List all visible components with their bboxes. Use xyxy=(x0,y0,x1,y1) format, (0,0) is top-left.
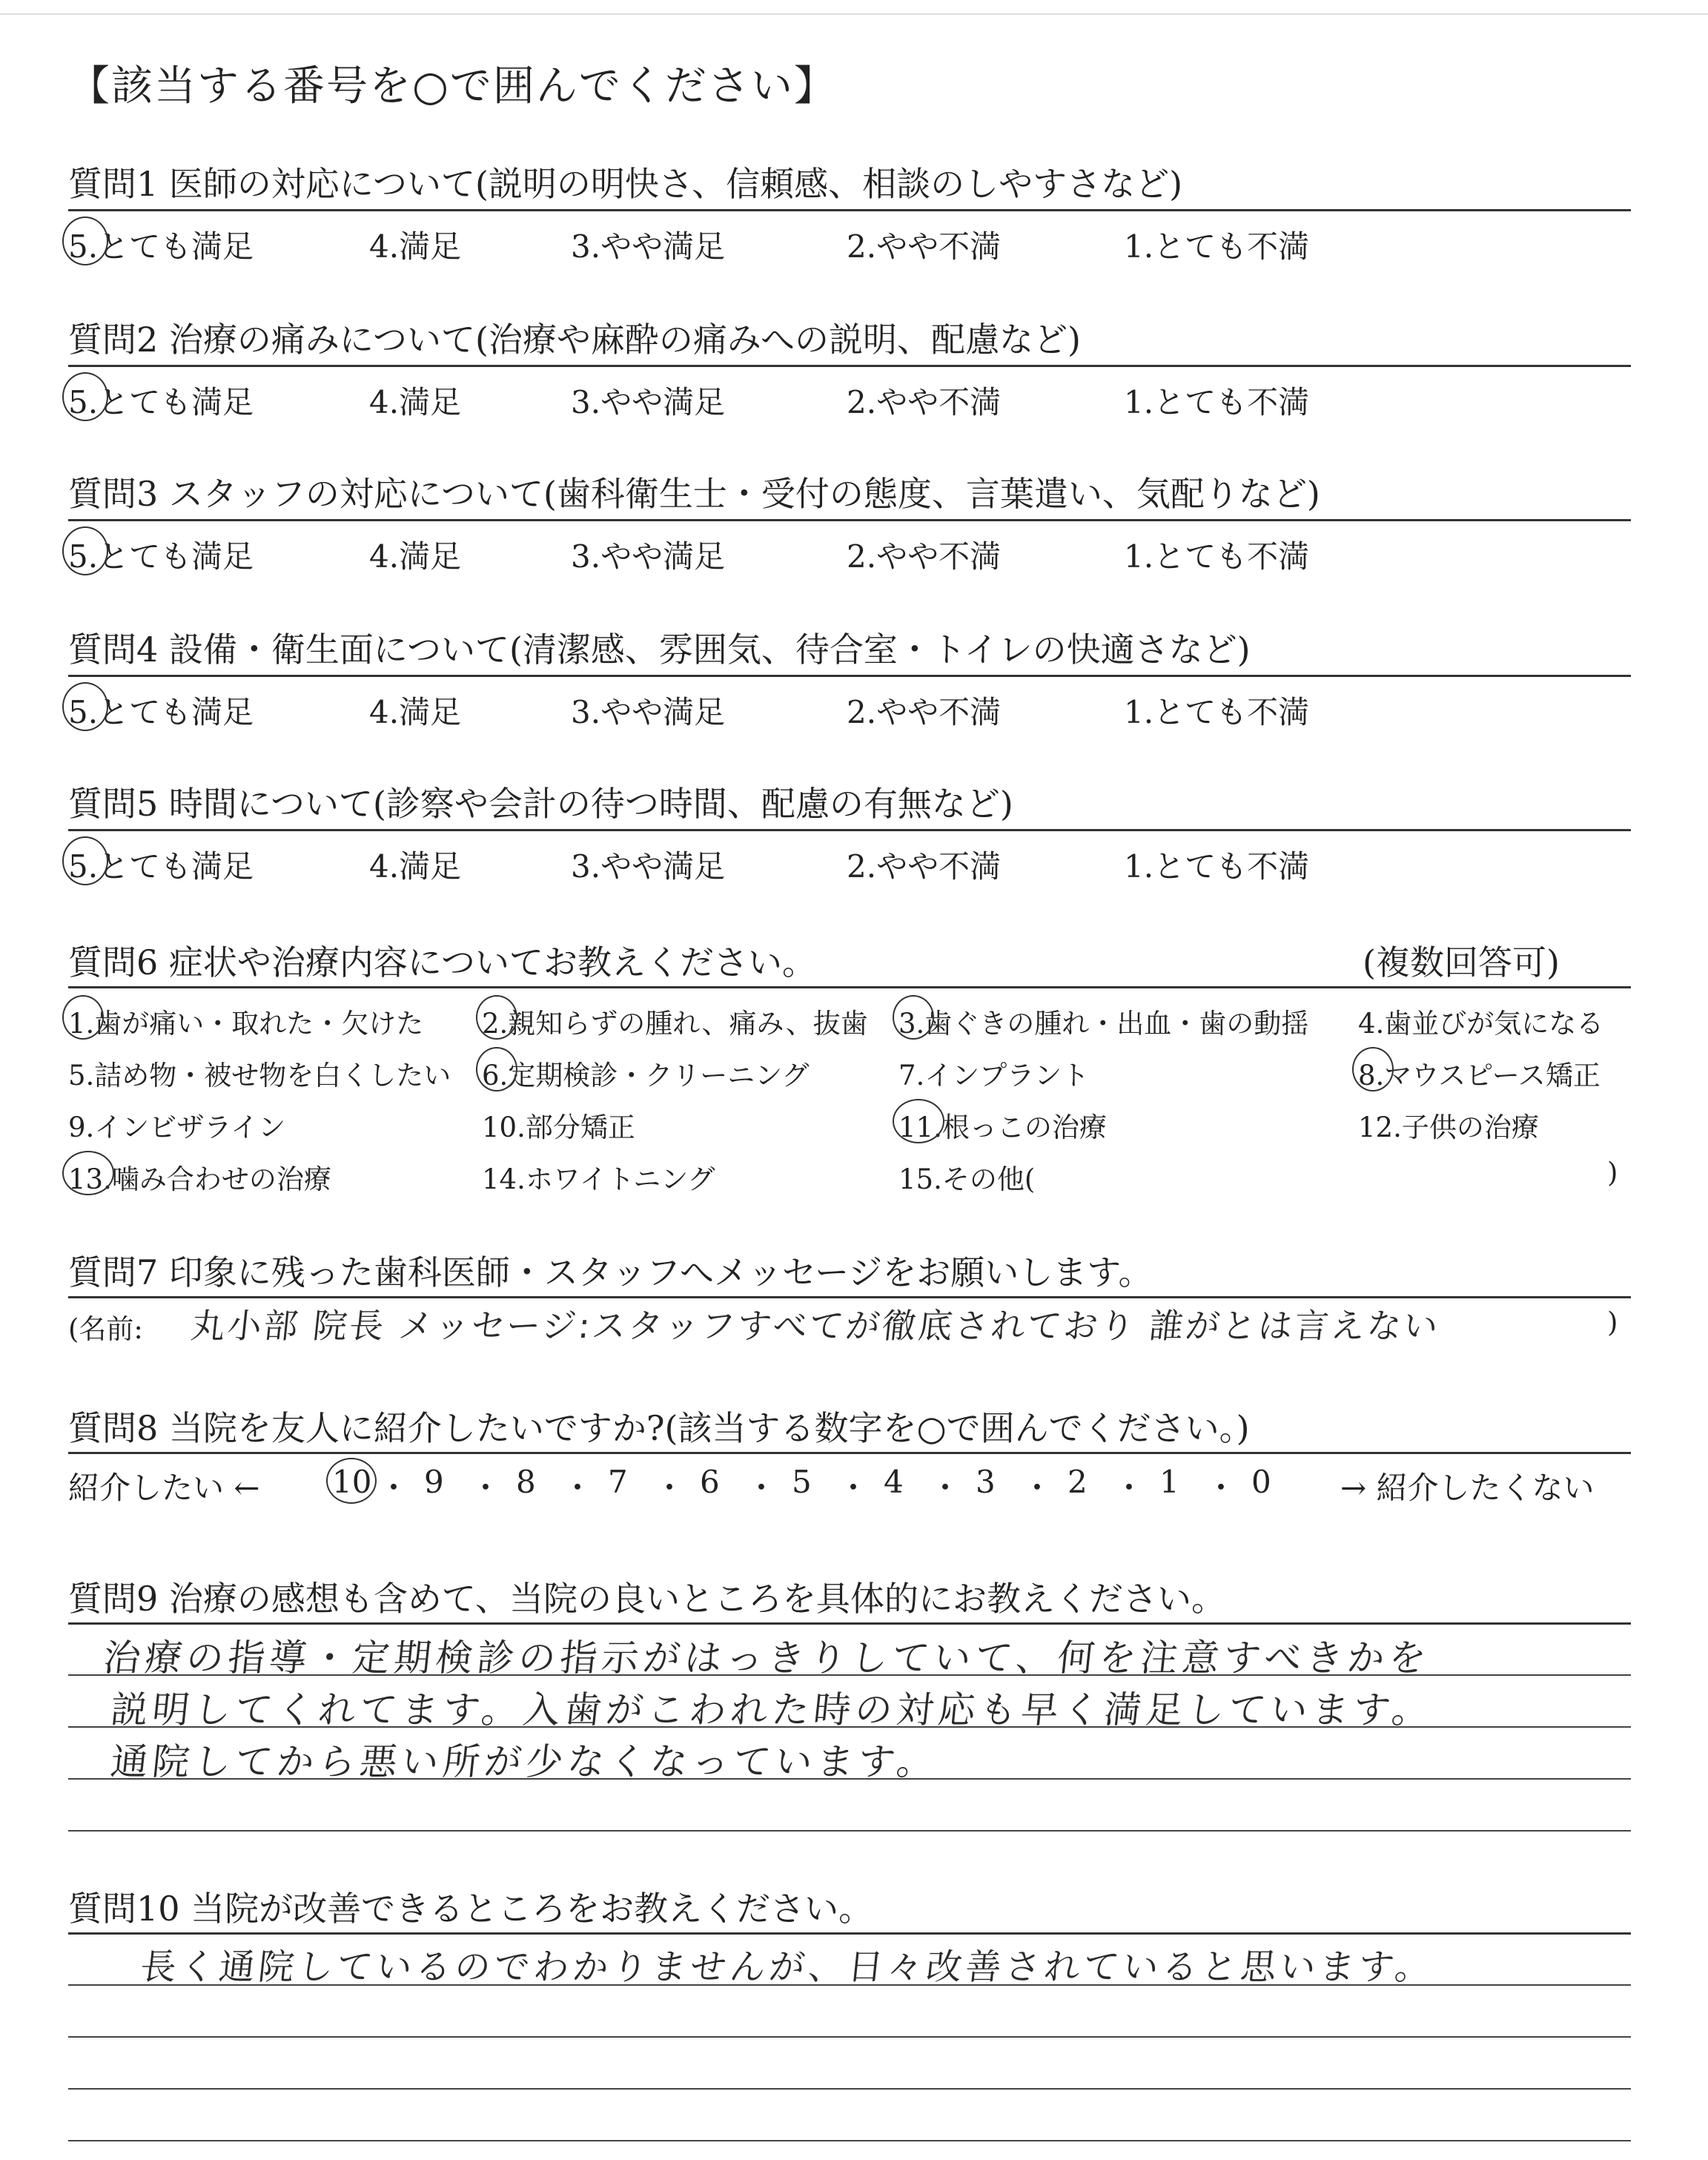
q6-option-13[interactable]: 13.噛み合わせの治療 xyxy=(68,1163,331,1195)
q8-scale-3[interactable]: 3 xyxy=(976,1464,996,1500)
top-edge xyxy=(0,13,1708,15)
q6-option-6[interactable]: 6.定期検診・クリーニング xyxy=(482,1060,810,1091)
q8-scale-0[interactable]: 0 xyxy=(1251,1464,1271,1500)
q3-title: 質問3 スタッフの対応について(歯科衛生士・受付の態度、言葉遣い、気配りなど) xyxy=(68,474,1320,514)
q5-option-5[interactable]: 5.とても満足 xyxy=(68,848,254,885)
q1-title: 質問1 医師の対応について(説明の明快さ、信頼感、相談のしやすさなど) xyxy=(68,164,1183,204)
q6-option-1[interactable]: 1.歯が痛い・取れた・欠けた xyxy=(68,1008,424,1040)
q8-scale-8[interactable]: 8 xyxy=(516,1464,536,1500)
q10-rule-1 xyxy=(68,1932,1631,1935)
q5-title: 質問5 時間について(診察や会計の待つ時間、配慮の有無など) xyxy=(68,784,1013,824)
q6-option-4[interactable]: 4.歯並びが気になる xyxy=(1358,1008,1604,1040)
q1-rule xyxy=(68,209,1631,211)
q8-scale-separator: ・ xyxy=(1022,1470,1053,1506)
q8-scale-separator: ・ xyxy=(746,1470,778,1506)
q5-option-4[interactable]: 4.満足 xyxy=(369,848,462,885)
q8-title: 質問8 当院を友人に紹介したいですか?(該当する数字を○で囲んでください。) xyxy=(68,1408,1250,1448)
q6-title: 質問6 症状や治療内容についてお教えください。 xyxy=(68,942,816,982)
q10-line-1: 長く通院しているのでわかりませんが、日々改善されていると思います。 xyxy=(138,1946,1437,1988)
q9-rule-1 xyxy=(68,1622,1631,1625)
q6-rule xyxy=(68,986,1631,988)
q5-option-2[interactable]: 2.やや不満 xyxy=(847,848,1002,885)
q2-rule xyxy=(68,365,1631,367)
q8-right-label: → 紹介したくない xyxy=(1340,1470,1595,1506)
q4-option-4[interactable]: 4.満足 xyxy=(369,694,462,730)
q6-note: (複数回答可) xyxy=(1363,942,1560,982)
q5-selection-circle xyxy=(62,836,108,885)
q2-option-2[interactable]: 2.やや不満 xyxy=(847,384,1002,420)
q3-selection-circle xyxy=(62,526,108,575)
q8-scale-separator: ・ xyxy=(1205,1470,1237,1506)
q6-option-14[interactable]: 14.ホワイトニング xyxy=(482,1163,715,1195)
q8-scale-separator: ・ xyxy=(1113,1470,1145,1506)
q6-selection-circle-13 xyxy=(62,1151,114,1195)
q2-title: 質問2 治療の痛みについて(治療や麻酔の痛みへの説明、配慮など) xyxy=(68,320,1081,360)
q6-option-11[interactable]: 11.根っこの治療 xyxy=(898,1112,1107,1143)
q8-left-label: 紹介したい ← xyxy=(68,1470,260,1506)
q3-option-5[interactable]: 5.とても満足 xyxy=(68,538,254,575)
q8-selection-circle xyxy=(326,1458,377,1504)
q6-option-8[interactable]: 8.マウスピース矯正 xyxy=(1358,1060,1601,1091)
q8-scale-4[interactable]: 4 xyxy=(884,1464,904,1500)
q6-selection-circle-6 xyxy=(476,1047,517,1091)
q6-option-10[interactable]: 10.部分矯正 xyxy=(482,1112,635,1143)
q10-rule-5 xyxy=(68,2140,1631,2141)
q6-selection-circle-3 xyxy=(893,995,934,1040)
q7-handwritten-message: 丸小部 院長 メッセージ:スタッフすべてが徹底されており 誰がとは言えない xyxy=(188,1306,1443,1346)
q9-rule-5 xyxy=(68,1830,1631,1832)
q6-option-15[interactable]: 15.その他( xyxy=(898,1163,1036,1195)
q4-option-3[interactable]: 3.やや満足 xyxy=(571,694,726,730)
q4-rule xyxy=(68,675,1631,677)
q4-selection-circle xyxy=(62,682,108,731)
q2-option-4[interactable]: 4.満足 xyxy=(369,384,462,420)
q6-selection-circle-11 xyxy=(893,1099,944,1143)
q8-scale-6[interactable]: 6 xyxy=(700,1464,720,1500)
q7-name-label: (名前: xyxy=(68,1313,143,1345)
q6-option-9[interactable]: 9.インビザライン xyxy=(68,1112,286,1143)
q8-scale-10[interactable]: 10 xyxy=(332,1464,372,1500)
q4-option-5[interactable]: 5.とても満足 xyxy=(68,694,254,730)
q3-option-3[interactable]: 3.やや満足 xyxy=(571,538,726,575)
q10-rule-3 xyxy=(68,2036,1631,2038)
q1-option-1[interactable]: 1.とても不満 xyxy=(1124,228,1310,265)
q1-option-4[interactable]: 4.満足 xyxy=(369,228,462,265)
q6-option-5[interactable]: 5.詰め物・被せ物を白くしたい xyxy=(68,1060,451,1091)
q8-scale-separator: ・ xyxy=(470,1470,502,1506)
q8-scale-7[interactable]: 7 xyxy=(608,1464,628,1500)
q9-title: 質問9 治療の感想も含めて、当院の良いところを具体的にお教えください。 xyxy=(68,1579,1225,1619)
q7-title: 質問7 印象に残った歯科医師・スタッフへメッセージをお願いします。 xyxy=(68,1252,1153,1292)
q2-option-5[interactable]: 5.とても満足 xyxy=(68,384,254,420)
q6-option-3[interactable]: 3.歯ぐきの腫れ・出血・歯の動揺 xyxy=(898,1008,1309,1040)
q2-option-3[interactable]: 3.やや満足 xyxy=(571,384,726,420)
q6-other-close: ) xyxy=(1607,1157,1618,1189)
q5-option-1[interactable]: 1.とても不満 xyxy=(1124,848,1310,885)
q3-option-4[interactable]: 4.満足 xyxy=(369,538,462,575)
q3-option-1[interactable]: 1.とても不満 xyxy=(1124,538,1310,575)
q6-selection-circle-1 xyxy=(62,995,104,1040)
q1-option-3[interactable]: 3.やや満足 xyxy=(571,228,726,265)
q8-scale-separator: ・ xyxy=(654,1470,686,1506)
q8-scale-separator: ・ xyxy=(378,1470,410,1506)
q4-title: 質問4 設備・衛生面について(清潔感、雰囲気、待合室・トイレの快適さなど) xyxy=(68,630,1251,670)
page-heading: 【該当する番号を○で囲んでください】 xyxy=(68,62,837,110)
q6-option-2[interactable]: 2.親知らずの腫れ、痛み、抜歯 xyxy=(482,1008,868,1040)
q1-option-2[interactable]: 2.やや不満 xyxy=(847,228,1002,265)
q8-scale-2[interactable]: 2 xyxy=(1068,1464,1088,1500)
q9-line-3: 通院してから悪い所が少なくなっています。 xyxy=(108,1740,941,1783)
q2-option-1[interactable]: 1.とても不満 xyxy=(1124,384,1310,420)
q8-scale-separator: ・ xyxy=(930,1470,961,1506)
q10-rule-4 xyxy=(68,2088,1631,2090)
q8-scale-9[interactable]: 9 xyxy=(424,1464,444,1500)
q2-selection-circle xyxy=(62,372,108,421)
q8-scale-1[interactable]: 1 xyxy=(1159,1464,1179,1500)
q3-rule xyxy=(68,519,1631,521)
q6-option-7[interactable]: 7.インプラント xyxy=(898,1060,1090,1091)
q5-option-3[interactable]: 3.やや満足 xyxy=(571,848,726,885)
q4-option-1[interactable]: 1.とても不満 xyxy=(1124,694,1310,730)
q9-line-1: 治療の指導・定期検診の指示がはっきりしていて、何を注意すべきかを xyxy=(101,1636,1433,1680)
q8-scale-5[interactable]: 5 xyxy=(792,1464,812,1500)
q8-rule xyxy=(68,1452,1631,1454)
q7-close: ) xyxy=(1607,1307,1618,1338)
q10-title: 質問10 当院が改善できるところをお教えください。 xyxy=(68,1889,873,1929)
q6-selection-circle-2 xyxy=(476,995,517,1040)
q8-scale-separator: ・ xyxy=(562,1470,594,1506)
q8-scale-separator: ・ xyxy=(838,1470,870,1506)
q6-option-12[interactable]: 12.子供の治療 xyxy=(1358,1112,1539,1143)
q4-option-2[interactable]: 2.やや不満 xyxy=(847,694,1002,730)
q9-line-2: 説明してくれてます。入歯がこわれた時の対応も早く満足しています。 xyxy=(108,1688,1436,1731)
q3-option-2[interactable]: 2.やや不満 xyxy=(847,538,1002,575)
q5-rule xyxy=(68,829,1631,831)
q6-selection-circle-8 xyxy=(1352,1047,1394,1091)
q1-option-5[interactable]: 5.とても満足 xyxy=(68,228,254,265)
q1-selection-circle xyxy=(62,217,108,265)
q7-rule xyxy=(68,1296,1631,1298)
